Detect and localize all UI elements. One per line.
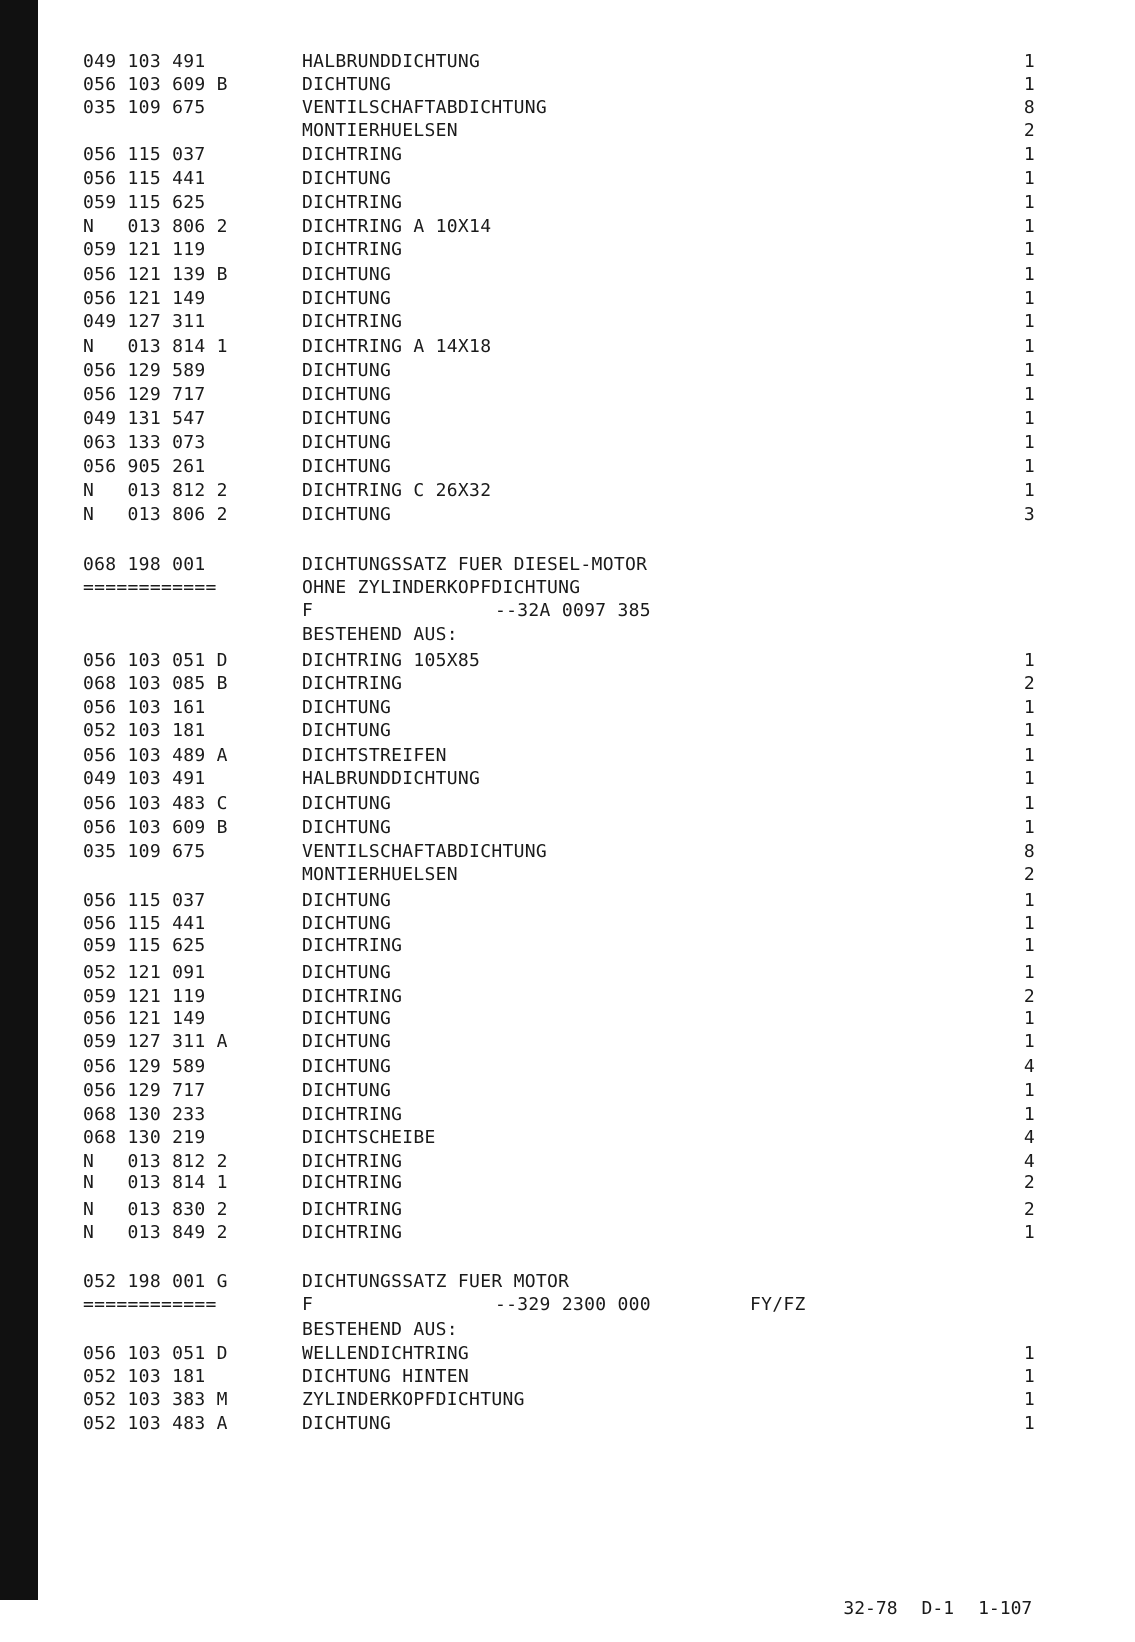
part-number: 056 121 139 B — [83, 264, 228, 285]
set-header-row — [0, 554, 1135, 576]
list-item — [0, 1080, 1135, 1102]
set-f-label: F — [302, 1294, 314, 1315]
part-number: 059 115 625 — [83, 192, 206, 213]
part-quantity: 2 — [1023, 864, 1035, 885]
part-quantity: 3 — [1023, 504, 1035, 525]
part-description: DICHTUNG — [302, 697, 392, 718]
part-quantity: 1 — [1023, 650, 1035, 671]
part-number: 056 103 161 — [83, 697, 206, 718]
part-quantity: 1 — [1023, 336, 1035, 357]
list-item — [0, 697, 1135, 719]
part-number: 056 103 051 D — [83, 650, 228, 671]
part-description: DICHTUNG — [302, 1031, 392, 1052]
part-description: DICHTRING — [302, 1172, 403, 1193]
part-quantity: 1 — [1023, 288, 1035, 309]
part-number: 056 129 589 — [83, 360, 206, 381]
part-description: DICHTUNG — [302, 168, 392, 189]
part-description: DICHTUNG — [302, 384, 392, 405]
list-item — [0, 288, 1135, 310]
part-description: DICHTUNG HINTEN — [302, 1366, 470, 1387]
list-item — [0, 97, 1135, 119]
part-description: DICHTUNG — [302, 720, 392, 741]
part-quantity: 2 — [1023, 986, 1035, 1007]
part-description: DICHTRING — [302, 673, 403, 694]
list-item — [0, 432, 1135, 454]
list-item — [0, 1056, 1135, 1078]
part-quantity: 1 — [1023, 913, 1035, 934]
part-description: DICHTUNG — [302, 817, 392, 838]
set-part-number: 052 198 001 G — [83, 1271, 228, 1292]
list-item — [0, 817, 1135, 839]
list-item — [0, 1343, 1135, 1365]
part-description: DICHTRING — [302, 1199, 403, 1220]
set-underline: ============ — [83, 577, 217, 598]
part-number: 056 103 483 C — [83, 793, 228, 814]
part-description: DICHTUNG — [302, 456, 392, 477]
part-number: 056 129 589 — [83, 1056, 206, 1077]
part-quantity: 1 — [1023, 1389, 1035, 1410]
list-item — [0, 168, 1135, 190]
part-quantity: 2 — [1023, 1199, 1035, 1220]
part-quantity: 4 — [1023, 1151, 1035, 1172]
part-number: 056 103 609 B — [83, 817, 228, 838]
part-description: DICHTUNG — [302, 1413, 392, 1434]
part-number: 052 103 181 — [83, 720, 206, 741]
part-description: DICHTUNG — [302, 1008, 392, 1029]
part-number: N 013 812 2 — [83, 1151, 228, 1172]
part-quantity: 1 — [1023, 1366, 1035, 1387]
list-item — [0, 1222, 1135, 1244]
part-number: N 013 812 2 — [83, 480, 228, 501]
part-quantity: 1 — [1023, 1080, 1035, 1101]
list-item — [0, 360, 1135, 382]
list-item — [0, 120, 1135, 142]
list-item — [0, 216, 1135, 238]
list-item — [0, 1008, 1135, 1030]
list-item — [0, 841, 1135, 863]
part-description: DICHTRING — [302, 1151, 403, 1172]
part-number: 059 115 625 — [83, 935, 206, 956]
part-quantity: 4 — [1023, 1056, 1035, 1077]
part-description: DICHTRING 105X85 — [302, 650, 481, 671]
part-number: 068 130 233 — [83, 1104, 206, 1125]
set-f-label: F — [302, 600, 314, 621]
part-description: DICHTRING — [302, 935, 403, 956]
part-number: 056 121 149 — [83, 288, 206, 309]
set-engine-code: --329 2300 000 — [495, 1294, 651, 1315]
list-item — [0, 239, 1135, 261]
part-number: 063 133 073 — [83, 432, 206, 453]
part-quantity: 1 — [1023, 360, 1035, 381]
set-consists-label: BESTEHEND AUS: — [302, 624, 458, 645]
part-number: 056 103 489 A — [83, 745, 228, 766]
part-description: DICHTUNG — [302, 432, 392, 453]
list-item — [0, 192, 1135, 214]
part-quantity: 1 — [1023, 745, 1035, 766]
part-quantity: 1 — [1023, 962, 1035, 983]
part-description: DICHTRING — [302, 986, 403, 1007]
part-description: DICHTRING — [302, 1104, 403, 1125]
part-description: DICHTUNG — [302, 913, 392, 934]
part-description: DICHTUNG — [302, 264, 392, 285]
part-number: 056 103 609 B — [83, 74, 228, 95]
list-item — [0, 74, 1135, 96]
part-number: 049 103 491 — [83, 768, 206, 789]
list-item — [0, 311, 1135, 333]
list-item — [0, 336, 1135, 358]
part-number: N 013 814 1 — [83, 336, 228, 357]
part-quantity: 1 — [1023, 1104, 1035, 1125]
footer-ref-group: D-1 — [921, 1598, 955, 1619]
part-description: ZYLINDERKOPFDICHTUNG — [302, 1389, 525, 1410]
part-quantity: 2 — [1023, 120, 1035, 141]
part-description: DICHTUNG — [302, 360, 392, 381]
part-description: DICHTRING A 14X18 — [302, 336, 492, 357]
part-description: DICHTUNG — [302, 962, 392, 983]
part-quantity: 1 — [1023, 1343, 1035, 1364]
part-description: DICHTUNG — [302, 74, 392, 95]
list-item — [0, 673, 1135, 695]
set-engine-code: --32A 0097 385 — [495, 600, 651, 621]
part-number: 052 103 181 — [83, 1366, 206, 1387]
part-number: 035 109 675 — [83, 841, 206, 862]
part-quantity: 1 — [1023, 168, 1035, 189]
part-number: 056 129 717 — [83, 384, 206, 405]
list-item — [0, 890, 1135, 912]
part-number: 056 129 717 — [83, 1080, 206, 1101]
set-header-row — [0, 1271, 1135, 1293]
part-description: DICHTRING — [302, 239, 403, 260]
part-number: 056 115 441 — [83, 168, 206, 189]
part-quantity: 1 — [1023, 74, 1035, 95]
part-description: DICHTUNG — [302, 288, 392, 309]
part-description: DICHTSTREIFEN — [302, 745, 447, 766]
part-quantity: 8 — [1023, 841, 1035, 862]
part-quantity: 1 — [1023, 311, 1035, 332]
list-item — [0, 720, 1135, 742]
part-description: WELLENDICHTRING — [302, 1343, 470, 1364]
part-quantity: 2 — [1023, 673, 1035, 694]
part-number: 059 121 119 — [83, 239, 206, 260]
part-number: N 013 814 1 — [83, 1172, 228, 1193]
list-item — [0, 264, 1135, 286]
part-number: 052 103 383 M — [83, 1389, 228, 1410]
page-number: 1-107 — [978, 1598, 1033, 1619]
part-number: 056 115 441 — [83, 913, 206, 934]
part-description: DICHTUNG — [302, 504, 392, 525]
list-item — [0, 51, 1135, 73]
part-description: DICHTUNG — [302, 408, 392, 429]
part-quantity: 1 — [1023, 216, 1035, 237]
part-description: DICHTUNG — [302, 1080, 392, 1101]
list-item — [0, 864, 1135, 886]
part-quantity: 1 — [1023, 456, 1035, 477]
part-description: DICHTRING — [302, 192, 403, 213]
part-quantity: 4 — [1023, 1127, 1035, 1148]
part-number: 059 127 311 A — [83, 1031, 228, 1052]
part-number: 035 109 675 — [83, 97, 206, 118]
part-number: 056 115 037 — [83, 890, 206, 911]
part-number: 056 103 051 D — [83, 1343, 228, 1364]
set-underline: ============ — [83, 1294, 217, 1315]
part-quantity: 1 — [1023, 432, 1035, 453]
part-description: DICHTSCHEIBE — [302, 1127, 436, 1148]
part-quantity: 1 — [1023, 51, 1035, 72]
part-number: N 013 806 2 — [83, 504, 228, 525]
part-description: HALBRUNDDICHTUNG — [302, 768, 481, 789]
part-quantity: 1 — [1023, 720, 1035, 741]
set-variant: FY/FZ — [750, 1294, 806, 1315]
part-number: 068 103 085 B — [83, 673, 228, 694]
set-code-row — [0, 1294, 1135, 1316]
part-description: DICHTRING A 10X14 — [302, 216, 492, 237]
list-item — [0, 768, 1135, 790]
list-item — [0, 1127, 1135, 1149]
list-item — [0, 1104, 1135, 1126]
list-item — [0, 793, 1135, 815]
part-quantity: 1 — [1023, 384, 1035, 405]
part-quantity: 1 — [1023, 1008, 1035, 1029]
set-title: DICHTUNGSSATZ FUER MOTOR — [302, 1271, 570, 1292]
part-number: N 013 830 2 — [83, 1199, 228, 1220]
part-description: DICHTUNG — [302, 890, 392, 911]
set-subtitle: OHNE ZYLINDERKOPFDICHTUNG — [302, 577, 581, 598]
list-item — [0, 1199, 1135, 1221]
part-quantity: 1 — [1023, 768, 1035, 789]
set-consists-row — [0, 1319, 1135, 1341]
page-footer — [800, 1576, 1056, 1642]
part-quantity: 1 — [1023, 192, 1035, 213]
part-quantity: 1 — [1023, 793, 1035, 814]
list-item — [0, 1366, 1135, 1388]
list-item — [0, 456, 1135, 478]
part-description: DICHTUNG — [302, 793, 392, 814]
part-description: HALBRUNDDICHTUNG — [302, 51, 481, 72]
list-item — [0, 1172, 1135, 1194]
set-part-number: 068 198 001 — [83, 554, 206, 575]
part-quantity: 1 — [1023, 480, 1035, 501]
part-number: 056 115 037 — [83, 144, 206, 165]
set-code-row — [0, 600, 1135, 622]
part-number: 056 905 261 — [83, 456, 206, 477]
part-description: VENTILSCHAFTABDICHTUNG — [302, 97, 548, 118]
part-number: N 013 806 2 — [83, 216, 228, 237]
list-item — [0, 913, 1135, 935]
part-quantity: 1 — [1023, 264, 1035, 285]
part-number: 049 103 491 — [83, 51, 206, 72]
part-description: DICHTRING — [302, 1222, 403, 1243]
part-quantity: 1 — [1023, 1413, 1035, 1434]
part-number: 049 131 547 — [83, 408, 206, 429]
part-description: DICHTRING — [302, 144, 403, 165]
part-number: 056 121 149 — [83, 1008, 206, 1029]
list-item — [0, 408, 1135, 430]
list-item — [0, 986, 1135, 1008]
part-quantity: 1 — [1023, 935, 1035, 956]
list-item — [0, 1413, 1135, 1435]
part-description: DICHTRING — [302, 311, 403, 332]
part-number: 068 130 219 — [83, 1127, 206, 1148]
part-number: 052 121 091 — [83, 962, 206, 983]
part-quantity: 1 — [1023, 408, 1035, 429]
list-item — [0, 504, 1135, 526]
set-subtitle-row — [0, 577, 1135, 599]
list-item — [0, 144, 1135, 166]
part-description: DICHTRING C 26X32 — [302, 480, 492, 501]
part-quantity: 1 — [1023, 890, 1035, 911]
part-quantity: 1 — [1023, 1031, 1035, 1052]
list-item — [0, 962, 1135, 984]
list-item — [0, 1031, 1135, 1053]
list-item — [0, 745, 1135, 767]
list-item — [0, 935, 1135, 957]
set-consists-label: BESTEHEND AUS: — [302, 1319, 458, 1340]
list-item — [0, 384, 1135, 406]
part-number: 059 121 119 — [83, 986, 206, 1007]
part-number: 052 103 483 A — [83, 1413, 228, 1434]
part-description: MONTIERHUELSEN — [302, 120, 458, 141]
part-quantity: 2 — [1023, 1172, 1035, 1193]
part-quantity: 1 — [1023, 239, 1035, 260]
part-description: MONTIERHUELSEN — [302, 864, 458, 885]
part-quantity: 8 — [1023, 97, 1035, 118]
part-number: 049 127 311 — [83, 311, 206, 332]
part-quantity: 1 — [1023, 144, 1035, 165]
part-quantity: 1 — [1023, 697, 1035, 718]
part-number: N 013 849 2 — [83, 1222, 228, 1243]
part-quantity: 1 — [1023, 1222, 1035, 1243]
list-item — [0, 1151, 1135, 1173]
part-quantity: 1 — [1023, 817, 1035, 838]
part-description: DICHTUNG — [302, 1056, 392, 1077]
set-title: DICHTUNGSSATZ FUER DIESEL-MOTOR — [302, 554, 648, 575]
list-item — [0, 480, 1135, 502]
list-item — [0, 650, 1135, 672]
part-description: VENTILSCHAFTABDICHTUNG — [302, 841, 548, 862]
set-consists-row — [0, 624, 1135, 646]
list-item — [0, 1389, 1135, 1411]
footer-ref-section: 32-78 — [843, 1598, 898, 1619]
